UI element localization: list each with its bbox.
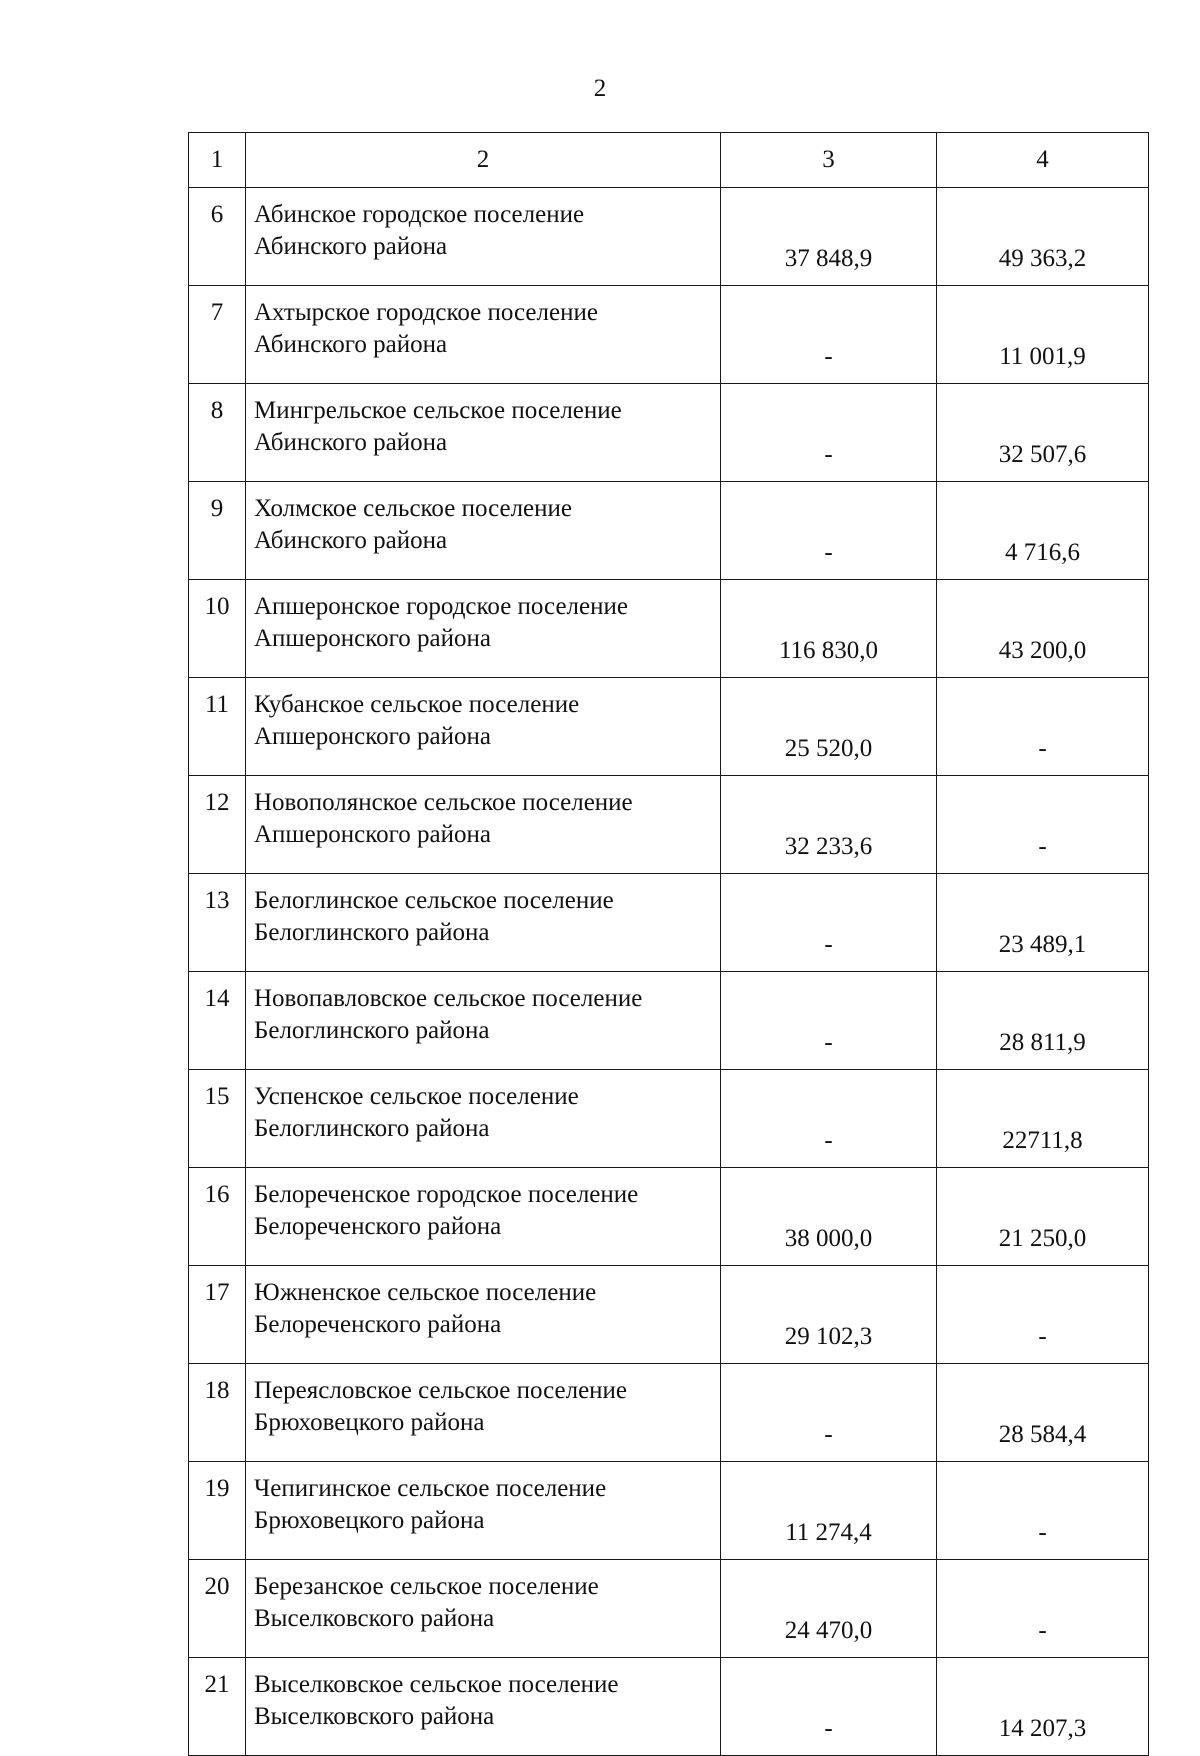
settlement-name-line: Новопавловское сельское поселение — [254, 985, 643, 1012]
table-row — [189, 482, 1149, 580]
row-number-cell: 20 — [189, 1560, 246, 1658]
row-number-cell: 21 — [189, 1658, 246, 1756]
row-number-cell: 6 — [189, 188, 246, 286]
column-4-value-cell: - — [937, 1266, 1149, 1364]
settlement-name-line: Ахтырское городское поселение — [254, 299, 598, 326]
settlement-name-line: Успенское сельское поселение — [254, 1083, 579, 1110]
settlement-name-line: Мингрельское сельское поселение — [254, 397, 622, 424]
header-cell-2: 2 — [246, 133, 721, 188]
settlement-name-cell — [246, 580, 721, 678]
table-row — [189, 384, 1149, 482]
table-row — [189, 1364, 1149, 1462]
settlement-name-line: Новополянское сельское поселение — [254, 789, 633, 816]
district-name-line: Абинского района — [254, 233, 448, 260]
settlement-name-line: Абинское городское поселение — [254, 201, 585, 228]
district-name-line: Брюховецкого района — [254, 1409, 485, 1436]
column-3-value-cell: 37 848,9 — [721, 188, 937, 286]
settlement-name-cell — [246, 286, 721, 384]
column-3-value-cell: 38 000,0 — [721, 1168, 937, 1266]
table-row — [189, 1070, 1149, 1168]
row-number-cell: 10 — [189, 580, 246, 678]
district-name-line: Абинского района — [254, 331, 448, 358]
district-name-line: Выселковского района — [254, 1703, 495, 1730]
table-header — [189, 133, 1149, 188]
column-3-value-cell: 24 470,0 — [721, 1560, 937, 1658]
settlement-name-cell — [246, 1070, 721, 1168]
table-body — [189, 188, 1149, 1756]
table-row — [189, 776, 1149, 874]
settlement-name-cell — [246, 1266, 721, 1364]
column-4-value-cell: - — [937, 678, 1149, 776]
data-table — [188, 132, 1149, 1756]
column-4-value-cell: 4 716,6 — [937, 482, 1149, 580]
column-4-value-cell: 23 489,1 — [937, 874, 1149, 972]
column-4-value-cell: 32 507,6 — [937, 384, 1149, 482]
settlement-name-line: Южненское сельское поселение — [254, 1279, 597, 1306]
table-row — [189, 678, 1149, 776]
settlement-name-cell — [246, 874, 721, 972]
row-number-cell: 9 — [189, 482, 246, 580]
row-number-cell: 14 — [189, 972, 246, 1070]
column-3-value-cell: - — [721, 972, 937, 1070]
row-number-cell: 18 — [189, 1364, 246, 1462]
settlement-name-cell — [246, 678, 721, 776]
column-4-value-cell: 22711,8 — [937, 1070, 1149, 1168]
header-cell-4: 4 — [937, 133, 1149, 188]
district-name-line: Апшеронского района — [254, 723, 491, 750]
column-3-value-cell: - — [721, 1364, 937, 1462]
table-row — [189, 1168, 1149, 1266]
table-row — [189, 286, 1149, 384]
column-4-value-cell: 28 811,9 — [937, 972, 1149, 1070]
settlement-name-cell — [246, 384, 721, 482]
district-name-line: Апшеронского района — [254, 821, 491, 848]
settlement-name-line: Холмское сельское поселение — [254, 495, 572, 522]
settlement-name-line: Апшеронское городское поселение — [254, 593, 628, 620]
table-row — [189, 972, 1149, 1070]
row-number-cell: 13 — [189, 874, 246, 972]
column-3-value-cell: - — [721, 286, 937, 384]
settlement-name-cell — [246, 1658, 721, 1756]
settlement-name-line: Переясловское сельское поселение — [254, 1377, 628, 1404]
district-name-line: Выселковского района — [254, 1605, 495, 1632]
settlement-name-line: Березанское сельское поселение — [254, 1573, 599, 1600]
district-name-line: Белореченского района — [254, 1213, 502, 1240]
header-row — [189, 133, 1149, 188]
row-number-cell: 8 — [189, 384, 246, 482]
settlement-name-cell — [246, 1364, 721, 1462]
column-4-value-cell: 21 250,0 — [937, 1168, 1149, 1266]
district-name-line: Абинского района — [254, 527, 448, 554]
column-3-value-cell: 29 102,3 — [721, 1266, 937, 1364]
column-4-value-cell: - — [937, 776, 1149, 874]
settlement-name-cell — [246, 1168, 721, 1266]
row-number-cell: 11 — [189, 678, 246, 776]
row-number-cell: 12 — [189, 776, 246, 874]
column-4-value-cell: - — [937, 1462, 1149, 1560]
column-4-value-cell: 14 207,3 — [937, 1658, 1149, 1756]
district-name-line: Белоглинского района — [254, 919, 490, 946]
settlement-name-cell — [246, 1462, 721, 1560]
table-row — [189, 580, 1149, 678]
table-row — [189, 1462, 1149, 1560]
settlement-name-line: Выселковское сельское поселение — [254, 1671, 619, 1698]
settlement-name-cell — [246, 482, 721, 580]
column-3-value-cell: - — [721, 482, 937, 580]
column-4-value-cell: 49 363,2 — [937, 188, 1149, 286]
column-3-value-cell: - — [721, 1658, 937, 1756]
settlement-name-line: Чепигинское сельское поселение — [254, 1475, 607, 1502]
settlement-name-cell — [246, 1560, 721, 1658]
row-number-cell: 7 — [189, 286, 246, 384]
column-3-value-cell: - — [721, 384, 937, 482]
district-name-line: Белоглинского района — [254, 1115, 490, 1142]
table-row — [189, 1658, 1149, 1756]
settlement-name-cell — [246, 188, 721, 286]
settlement-name-cell — [246, 776, 721, 874]
row-number-cell: 17 — [189, 1266, 246, 1364]
settlement-name-line: Белореченское городское поселение — [254, 1181, 639, 1208]
page-number: 2 — [593, 75, 607, 102]
settlement-name-line: Кубанское сельское поселение — [254, 691, 580, 718]
header-cell-1: 1 — [189, 133, 246, 188]
district-name-line: Белоглинского района — [254, 1017, 490, 1044]
district-name-line: Абинского района — [254, 429, 448, 456]
column-4-value-cell: - — [937, 1560, 1149, 1658]
column-3-value-cell: - — [721, 874, 937, 972]
column-4-value-cell: 28 584,4 — [937, 1364, 1149, 1462]
column-4-value-cell: 11 001,9 — [937, 286, 1149, 384]
settlement-name-line: Белоглинское сельское поселение — [254, 887, 614, 914]
settlement-name-cell — [246, 972, 721, 1070]
row-number-cell: 15 — [189, 1070, 246, 1168]
district-name-line: Апшеронского района — [254, 625, 491, 652]
table-row — [189, 188, 1149, 286]
column-3-value-cell: 116 830,0 — [721, 580, 937, 678]
table-row — [189, 874, 1149, 972]
district-name-line: Брюховецкого района — [254, 1507, 485, 1534]
table-row — [189, 1266, 1149, 1364]
header-cell-3: 3 — [721, 133, 937, 188]
row-number-cell: 16 — [189, 1168, 246, 1266]
column-3-value-cell: 25 520,0 — [721, 678, 937, 776]
column-3-value-cell: - — [721, 1070, 937, 1168]
column-4-value-cell: 43 200,0 — [937, 580, 1149, 678]
row-number-cell: 19 — [189, 1462, 246, 1560]
column-3-value-cell: 11 274,4 — [721, 1462, 937, 1560]
district-name-line: Белореченского района — [254, 1311, 502, 1338]
table-row — [189, 1560, 1149, 1658]
column-3-value-cell: 32 233,6 — [721, 776, 937, 874]
